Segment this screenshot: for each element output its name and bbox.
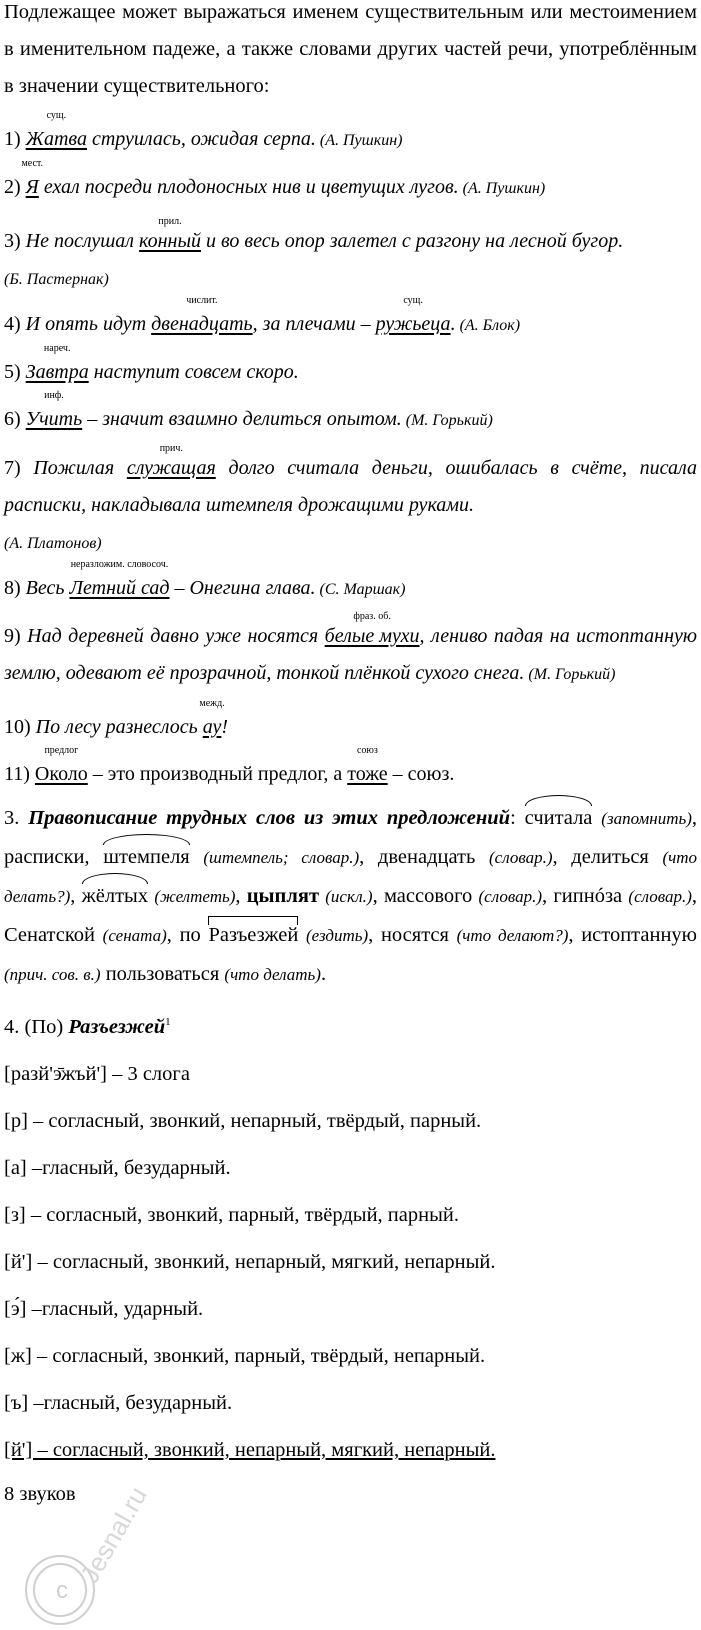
intro-paragraph: Подлежащее может выражаться именем существительным или местоимением в именительном падеже, а также словами других частей речи, употреблённым в значении существительного: <box>4 1 697 97</box>
annotated-word: союз тоже <box>347 745 388 785</box>
sound-line: [а] –гласный, безударный. <box>4 1156 231 1179</box>
example-5: 5) нареч. Завтра наступит совсем скоро. <box>4 343 299 383</box>
example-11: 11) предлог Около – это производный предлог, а союз тоже – союз. <box>4 745 455 785</box>
example-3: 3) Не послушал прил. конный и во весь опор залетел с разгону на лесной бугор. (Б. Пастернак) <box>4 216 624 288</box>
example-4: 4) И опять идут числит. двенадцать, за плечами – сущ. ружьеца. (А. Блок) <box>4 295 521 335</box>
annotated-word: сущ. Жатва <box>25 110 87 150</box>
sound-line: [з] – согласный, звонкий, парный, твёрдый, парный. <box>4 1203 459 1226</box>
annotated-word: инф. Учить <box>25 390 83 430</box>
example-9: 9) Над деревней давно уже носятся фраз. об. белые мухи, лениво падая на истоптанную землю, одевают её прозрачной, тонкой плёнкой сухого снега. (М. Горький) <box>4 611 697 684</box>
sound-count: 8 звуков <box>4 1482 76 1505</box>
annotated-word: межд. ау <box>199 698 225 738</box>
source: (А. Пушкин) <box>315 132 403 149</box>
annotated-word: фраз. об. белые мухи <box>324 611 420 647</box>
example-2: 2) мест. Я ехал посреди плодоносных нив и цветущих лугов. (А. Пушкин) <box>4 158 546 198</box>
example-1: 1) сущ. Жатва струилась, ожидая серпа. (А. Пушкин) <box>4 110 403 150</box>
annotated-word: неразложим. словосоч. Летний сад <box>69 559 170 599</box>
example-8: 8) Весь неразложим. словосоч. Летний сад – Онегина глава. (С. Маршак) <box>4 559 406 599</box>
sound-line: [й'] – согласный, звонкий, непарный, мягкий, непарный. <box>4 1438 496 1461</box>
section-3-title: Правописание трудных слов из этих предложений <box>28 807 511 829</box>
sound-line: [ъ] –гласный, безударный. <box>4 1391 233 1414</box>
section-4-heading: 4. (По) Разъезжей$^1$ <box>4 1015 171 1038</box>
annotated-word: сущ. ружьеца <box>375 295 451 335</box>
sound-line: [р] – согласный, звонкий, непарный, твёрдый, парный. <box>4 1109 482 1132</box>
example-6: 6) инф. Учить – значит взаимно делиться опытом. (М. Горький) <box>4 390 493 430</box>
transcription: [разй'э̄жъй'] – 3 слога <box>4 1062 190 1085</box>
annotated-word: числит. двенадцать <box>151 295 253 335</box>
annotated-word: предлог Около <box>34 745 88 785</box>
annotated-word: мест. Я <box>21 158 44 198</box>
example-10: 10) По лесу разнеслось межд. ау! <box>4 698 229 738</box>
sound-line: [ж] – согласный, звонкий, парный, твёрдый, непарный. <box>4 1344 486 1367</box>
annotated-word: прил. конный <box>139 216 202 252</box>
section-3-spelling: 3. Правописание трудных слов из этих предложений: считала (запомнить), расписки, штемпеля (штемпель; словар.), двенадцать (словар.), делиться (что делать?), жёлтых (желтеть), цыплят (искл.), массового (словар.), гипнóза (словар.), Сенатской (сената), по Разъезжей (ездить), носятся (что делают?), истоптанную (прич. сов. в.) пользоваться (что делать). <box>4 799 697 994</box>
annotated-word: прич. служащая <box>126 443 216 479</box>
svg-text:c: c <box>56 1577 68 1604</box>
example-7: 7) Пожилая прич. служащая долго считала деньги, ошибалась в счёте, писала расписки, накладывала штемпеля дрожащими руками. (А. Платонов) <box>4 443 697 552</box>
sound-line: [э́] –гласный, ударный. <box>4 1297 204 1320</box>
annotated-word: нареч. Завтра <box>25 343 89 383</box>
watermark-text: Jesnal.ru <box>74 1481 153 1588</box>
sound-line: [й'] – согласный, звонкий, непарный, мягкий, непарный. <box>4 1250 496 1273</box>
